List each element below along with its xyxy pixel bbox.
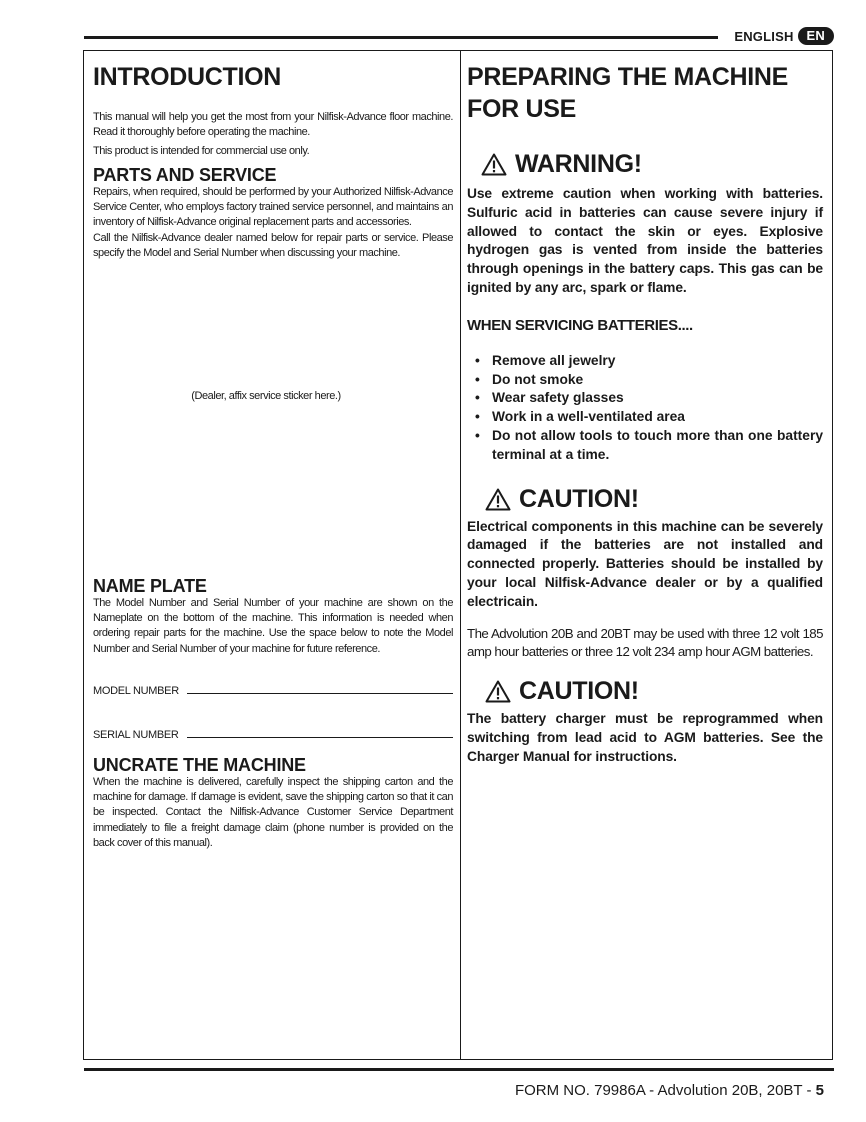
- safety-bullet-list: [467, 352, 823, 465]
- model-number-field[interactable]: [93, 685, 453, 697]
- left-column: [93, 62, 453, 851]
- model-number-line[interactable]: [187, 693, 453, 694]
- caution-heading-2: [485, 677, 823, 706]
- sticker-area-bottom-space: [93, 405, 453, 576]
- caution-paragraph-1: Electrical components in this machine can be severely damaged if the batteries are not installed and connected properly. Batteries should be installed by your local Nilfisk-Advance dealer or by a qualified electricain.: [467, 518, 823, 609]
- page-number: 5: [815, 1082, 824, 1099]
- caution-title-1: CAUTION!: [519, 484, 639, 513]
- servicing-batteries-heading: WHEN SERVICING BATTERIES....: [467, 316, 693, 334]
- language-code-badge: EN: [798, 27, 834, 45]
- warning-triangle-icon: [481, 153, 507, 176]
- list-item: • Do not allow tools to touch more than one battery terminal at a time.: [475, 427, 823, 462]
- sticker-area-top-space: [93, 261, 453, 389]
- uncrate-paragraph: When the machine is delivered, carefully inspect the shipping carton and the machine for damage. If damage is evident, save the shipping carton so that it can be inspected. Contact the Nilfisk-Advance Customer Service Department immediately to file a freight damage claim (phone number is provided on the back cover of this manual).: [93, 775, 453, 850]
- form-number-text: FORM NO. 79986A - Advolution 20B, 20BT -: [514, 1082, 816, 1099]
- warning-heading: [481, 150, 823, 179]
- caution-title-2: CAUTION!: [519, 677, 639, 706]
- commercial-use-note: This product is intended for commercial use only.: [93, 144, 310, 157]
- serial-number-field[interactable]: [93, 729, 453, 741]
- preparing-heading-line1: PREPARING THE MACHINE: [467, 63, 789, 91]
- language-indicator: [734, 27, 834, 45]
- warning-title: WARNING!: [515, 150, 642, 178]
- page-footer: [515, 1082, 824, 1099]
- serial-number-label: SERIAL NUMBER: [93, 728, 179, 741]
- right-column: [467, 62, 823, 767]
- name-plate-heading: NAME PLATE: [93, 575, 207, 596]
- dealer-contact-paragraph: Call the Nilfisk-Advance dealer named below for repair parts or service. Please specify the Model and Serial Number when discussing your machine.: [93, 231, 453, 260]
- warning-triangle-icon: [485, 488, 511, 511]
- parts-service-paragraph: Repairs, when required, should be performed by your Authorized Nilfisk-Advance Service Center, who employs factory trained service personnel, and maintains an inventory of Nilfisk-Advance original replacement parts and accessories.: [93, 185, 453, 229]
- preparing-heading-line2: FOR USE: [467, 95, 577, 123]
- header-rule: [84, 36, 718, 39]
- warning-triangle-icon: [485, 680, 511, 703]
- caution-paragraph-2: The battery charger must be reprogrammed when switching from lead acid to AGM batteries. See the Charger Manual for instructions.: [467, 711, 823, 764]
- list-item: • Do not smoke: [475, 371, 584, 387]
- warning-paragraph: Use extreme caution when working with batteries. Sulfuric acid in batteries can cause severe injury if allowed to contact the skin or eyes. Explosive hydrogen gas is vented from inside the batteries through openings in the battery caps. This gas can be ignited by any arc, spark or flame.: [467, 186, 823, 295]
- list-item: • Wear safety glasses: [475, 390, 624, 406]
- introduction-heading: INTRODUCTION: [93, 63, 282, 91]
- dealer-sticker-placeholder: (Dealer, affix service sticker here.): [191, 390, 341, 403]
- battery-options-note: The Advolution 20B and 20BT may be used with three 12 volt 185 amp hour batteries or three 12 volt 234 amp hour AGM batteries.: [467, 625, 823, 659]
- parts-service-heading: PARTS AND SERVICE: [93, 164, 277, 185]
- name-plate-paragraph: The Model Number and Serial Number of your machine are shown on the Nameplate on the bottom of the machine. This information is needed when ordering repair parts for the machine. Use the space below to note the Model Number and Serial Number of your machine for future reference.: [93, 596, 453, 655]
- caution-heading-1: [485, 485, 823, 514]
- list-item: • Work in a well-ventilated area: [475, 409, 685, 425]
- introduction-paragraph: This manual will help you get the most from your Nilfisk-Advance floor machine. Read it thoroughly before operating the machine.: [93, 111, 453, 139]
- list-item: • Remove all jewelry: [475, 352, 616, 368]
- column-divider: [460, 50, 461, 1060]
- language-label: ENGLISH: [734, 28, 794, 44]
- model-number-label: MODEL NUMBER: [93, 684, 179, 697]
- uncrate-heading: UNCRATE THE MACHINE: [93, 754, 306, 775]
- serial-number-line[interactable]: [187, 737, 453, 738]
- footer-rule: [84, 1068, 834, 1071]
